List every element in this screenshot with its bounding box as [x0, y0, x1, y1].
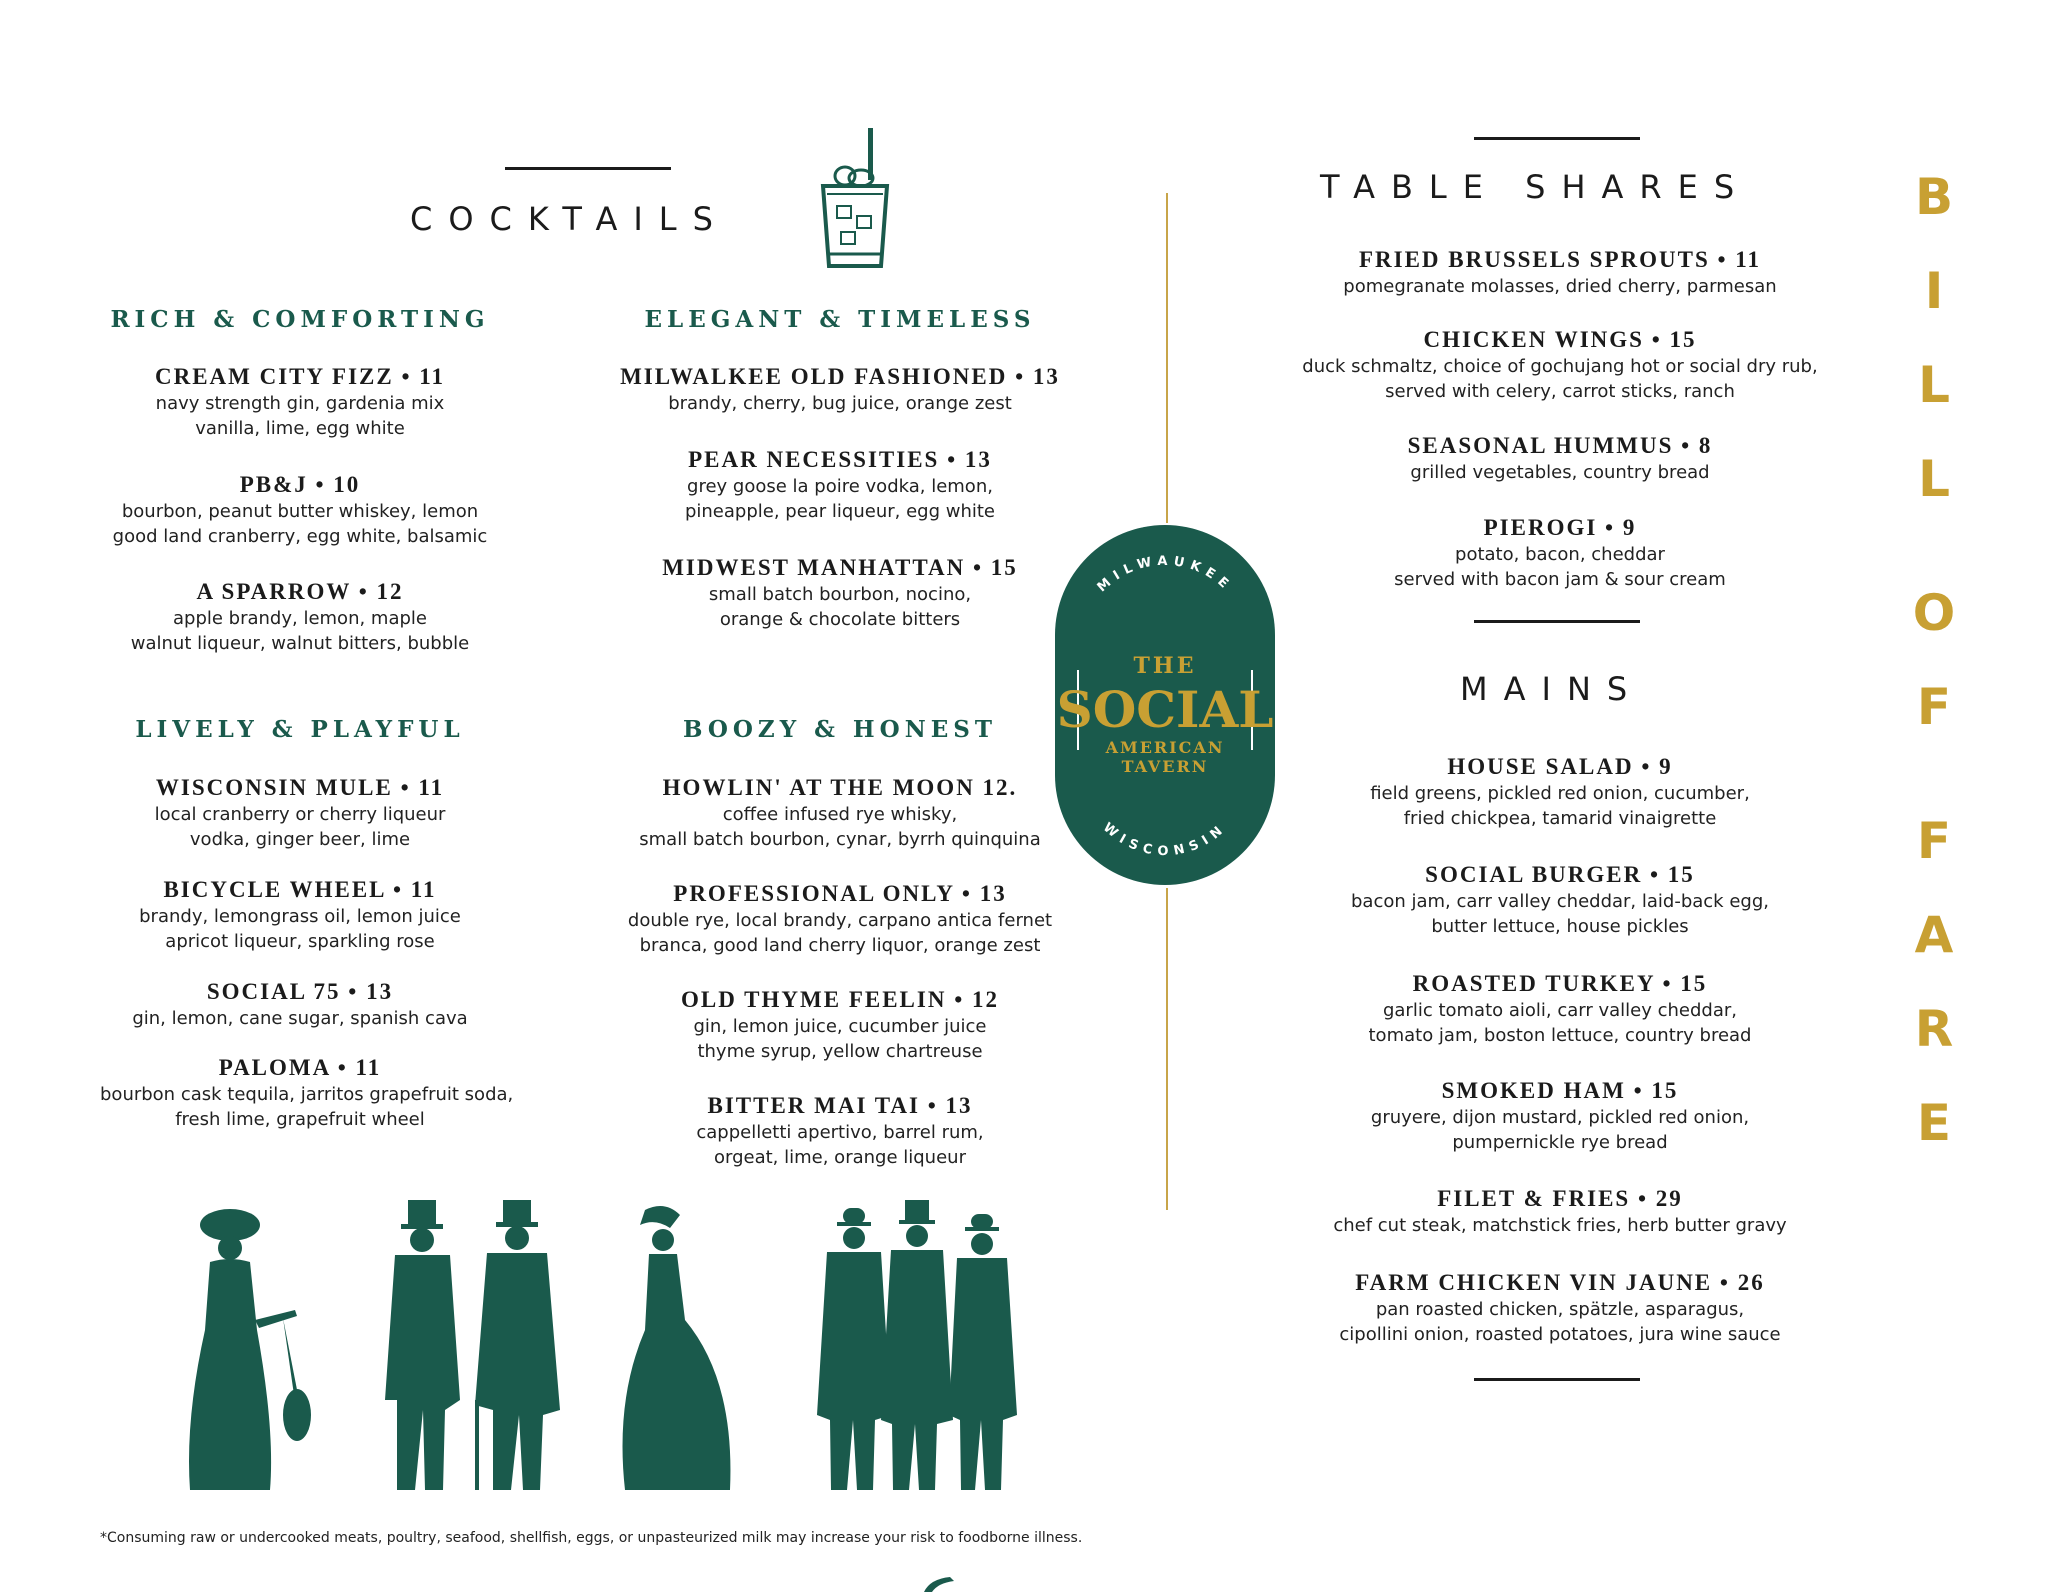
- item-desc: grilled vegetables, country bread: [1410, 462, 1710, 483]
- item-desc: cipollini onion, roasted potatoes, jura wine sauce: [1339, 1324, 1781, 1345]
- item-name: FARM CHICKEN VIN JAUNE • 26: [1355, 1270, 1765, 1295]
- item-name: CHICKEN WINGS • 15: [1423, 327, 1697, 352]
- menu-item: [1260, 753, 1860, 831]
- item-desc: good land cranberry, egg white, balsamic: [112, 526, 488, 547]
- item-desc: gin, lemon juice, cucumber juice: [693, 1016, 987, 1037]
- item-desc: grey goose la poire vodka, lemon,: [687, 476, 993, 497]
- item-desc: thyme syrup, yellow chartreuse: [697, 1041, 983, 1062]
- mains-title: MAINS: [1460, 670, 1644, 708]
- column-divider: [1166, 193, 1168, 523]
- mains-top-rule: [1474, 620, 1640, 623]
- item-name: MIDWEST MANHATTAN • 15: [662, 555, 1018, 580]
- item-name: A SPARROW • 12: [196, 579, 404, 604]
- menu-item: [1260, 970, 1860, 1048]
- flourish-icon: [920, 1575, 960, 1592]
- cocktails-top-rule: [505, 167, 671, 170]
- item-desc: served with celery, carrot sticks, ranch: [1385, 381, 1735, 402]
- item-name: CREAM CITY FIZZ • 11: [154, 364, 445, 389]
- menu-item: [1260, 514, 1860, 592]
- svg-text:SOCIAL: SOCIAL: [1056, 680, 1274, 739]
- menu-item: [1260, 1269, 1860, 1347]
- menu-item: [600, 1092, 1080, 1170]
- item-desc: pan roasted chicken, spätzle, asparagus,: [1375, 1299, 1745, 1320]
- item-desc: apricot liqueur, sparkling rose: [165, 931, 435, 952]
- item-desc: coffee infused rye whisky,: [722, 804, 958, 825]
- item-name: SEASONAL HUMMUS • 8: [1407, 433, 1713, 458]
- menu-item: [100, 363, 500, 441]
- item-desc: tomato jam, boston lettuce, country bread: [1368, 1025, 1752, 1046]
- menu-item: [1260, 861, 1860, 939]
- item-desc: cappelletti apertivo, barrel rum,: [696, 1122, 984, 1143]
- item-desc: fried chickpea, tamarid vinaigrette: [1403, 808, 1717, 829]
- item-name: BICYCLE WHEEL • 11: [163, 877, 437, 902]
- bill-of-fare-title: B I L L O F F A R E: [1912, 168, 1956, 1152]
- item-desc: served with bacon jam & sour cream: [1394, 569, 1726, 590]
- item-desc: brandy, lemongrass oil, lemon juice: [139, 906, 461, 927]
- menu-item: [1260, 1185, 1860, 1238]
- item-desc: small batch bourbon, nocino,: [708, 584, 972, 605]
- rich-comforting-heading: RICH & COMFORTING: [110, 306, 490, 333]
- item-desc: gruyere, dijon mustard, pickled red onion,: [1370, 1107, 1750, 1128]
- item-name: HOWLIN' AT THE MOON 12.: [662, 775, 1018, 800]
- item-desc: bourbon cask tequila, jarritos grapefruit soda,: [100, 1084, 514, 1105]
- item-desc: pomegranate molasses, dried cherry, parmesan: [1343, 276, 1777, 297]
- the-social-logo: [1050, 520, 1280, 890]
- item-name: PB&J • 10: [239, 472, 361, 497]
- menu-item: [1260, 432, 1860, 485]
- menu-item: [1260, 246, 1860, 299]
- menu-item: [600, 774, 1080, 852]
- menu-item: [1260, 1077, 1860, 1155]
- item-desc: garlic tomato aioli, carr valley cheddar,: [1382, 1000, 1738, 1021]
- menu-item: [100, 578, 500, 656]
- item-desc: orange & chocolate bitters: [719, 609, 961, 630]
- svg-text:WISCONSIN: WISCONSIN: [1099, 820, 1231, 860]
- item-desc: pineapple, pear liqueur, egg white: [684, 501, 996, 522]
- item-name: WISCONSIN MULE • 11: [155, 775, 445, 800]
- item-desc: branca, good land cherry liquor, orange zest: [639, 935, 1041, 956]
- menu-item: [100, 978, 500, 1031]
- menu-item: [1260, 326, 1860, 404]
- elegant-timeless-heading: ELEGANT & TIMELESS: [644, 306, 1036, 333]
- item-desc: chef cut steak, matchstick fries, herb butter gravy: [1333, 1215, 1787, 1236]
- item-desc: local cranberry or cherry liqueur: [154, 804, 446, 825]
- victorian-figures-illustration: [175, 1200, 1045, 1500]
- item-name: SMOKED HAM • 15: [1441, 1078, 1679, 1103]
- item-name: SOCIAL 75 • 13: [206, 979, 394, 1004]
- table-shares-top-rule: [1474, 137, 1640, 140]
- item-name: FRIED BRUSSELS SPROUTS • 11: [1358, 247, 1762, 272]
- menu-item: [100, 1054, 514, 1132]
- cocktail-glass-icon: [815, 128, 895, 274]
- svg-text:THE: THE: [1133, 653, 1197, 679]
- boozy-honest-heading: BOOZY & HONEST: [683, 716, 997, 743]
- item-desc: pumpernickle rye bread: [1452, 1132, 1668, 1153]
- column-divider: [1166, 888, 1168, 1210]
- lively-playful-heading: LIVELY & PLAYFUL: [135, 716, 465, 743]
- item-desc: field greens, pickled red onion, cucumber,: [1370, 783, 1750, 804]
- item-desc: butter lettuce, house pickles: [1431, 916, 1689, 937]
- item-name: FILET & FRIES • 29: [1437, 1186, 1683, 1211]
- item-name: HOUSE SALAD • 9: [1447, 754, 1673, 779]
- menu-item: [600, 880, 1080, 958]
- item-desc: vodka, ginger beer, lime: [189, 829, 411, 850]
- item-desc: small batch bourbon, cynar, byrrh quinquina: [639, 829, 1041, 850]
- item-desc: potato, bacon, cheddar: [1455, 544, 1665, 565]
- item-name: PEAR NECESSITIES • 13: [688, 447, 992, 472]
- item-name: OLD THYME FEELIN • 12: [681, 987, 999, 1012]
- mains-bottom-rule: [1474, 1378, 1640, 1381]
- item-desc: fresh lime, grapefruit wheel: [175, 1109, 425, 1130]
- item-name: SOCIAL BURGER • 15: [1425, 862, 1695, 887]
- svg-text:TAVERN: TAVERN: [1121, 757, 1209, 776]
- item-name: PROFESSIONAL ONLY • 13: [673, 881, 1007, 906]
- item-desc: bacon jam, carr valley cheddar, laid-back egg,: [1351, 891, 1769, 912]
- menu-item: [100, 774, 500, 852]
- item-desc: bourbon, peanut butter whiskey, lemon: [121, 501, 479, 522]
- svg-text:AMERICAN: AMERICAN: [1105, 738, 1225, 757]
- item-name: ROASTED TURKEY • 15: [1412, 971, 1708, 996]
- item-desc: orgeat, lime, orange liqueur: [714, 1147, 966, 1168]
- item-desc: apple brandy, lemon, maple: [172, 608, 427, 629]
- menu-item: [600, 363, 1080, 416]
- item-name: PALOMA • 11: [218, 1055, 382, 1080]
- item-desc: vanilla, lime, egg white: [195, 418, 405, 439]
- menu-item: [600, 986, 1080, 1064]
- item-desc: double rye, local brandy, carpano antica fernet: [627, 910, 1053, 931]
- table-shares-title: TABLE SHARES: [1320, 168, 1751, 206]
- item-name: MILWALKEE OLD FASHIONED • 13: [620, 364, 1060, 389]
- item-name: BITTER MAI TAI • 13: [707, 1093, 973, 1118]
- item-desc: walnut liqueur, walnut bitters, bubble: [130, 633, 470, 654]
- item-desc: brandy, cherry, bug juice, orange zest: [668, 393, 1012, 414]
- cocktails-title: COCKTAILS: [410, 200, 729, 238]
- menu-item: [600, 554, 1080, 632]
- item-desc: navy strength gin, gardenia mix: [155, 393, 445, 414]
- svg-text:MILWAUKEE: MILWAUKEE: [1094, 553, 1236, 596]
- menu-item: [100, 876, 500, 954]
- menu-item: [600, 446, 1080, 524]
- foodborne-illness-disclaimer: *Consuming raw or undercooked meats, poultry, seafood, shellfish, eggs, or unpasteurized milk may increase your risk to foodborne illness.: [100, 1530, 1083, 1546]
- item-desc: duck schmaltz, choice of gochujang hot or social dry rub,: [1302, 356, 1818, 377]
- menu-item: [100, 471, 500, 549]
- item-name: PIEROGI • 9: [1483, 515, 1637, 540]
- item-desc: gin, lemon, cane sugar, spanish cava: [132, 1008, 468, 1029]
